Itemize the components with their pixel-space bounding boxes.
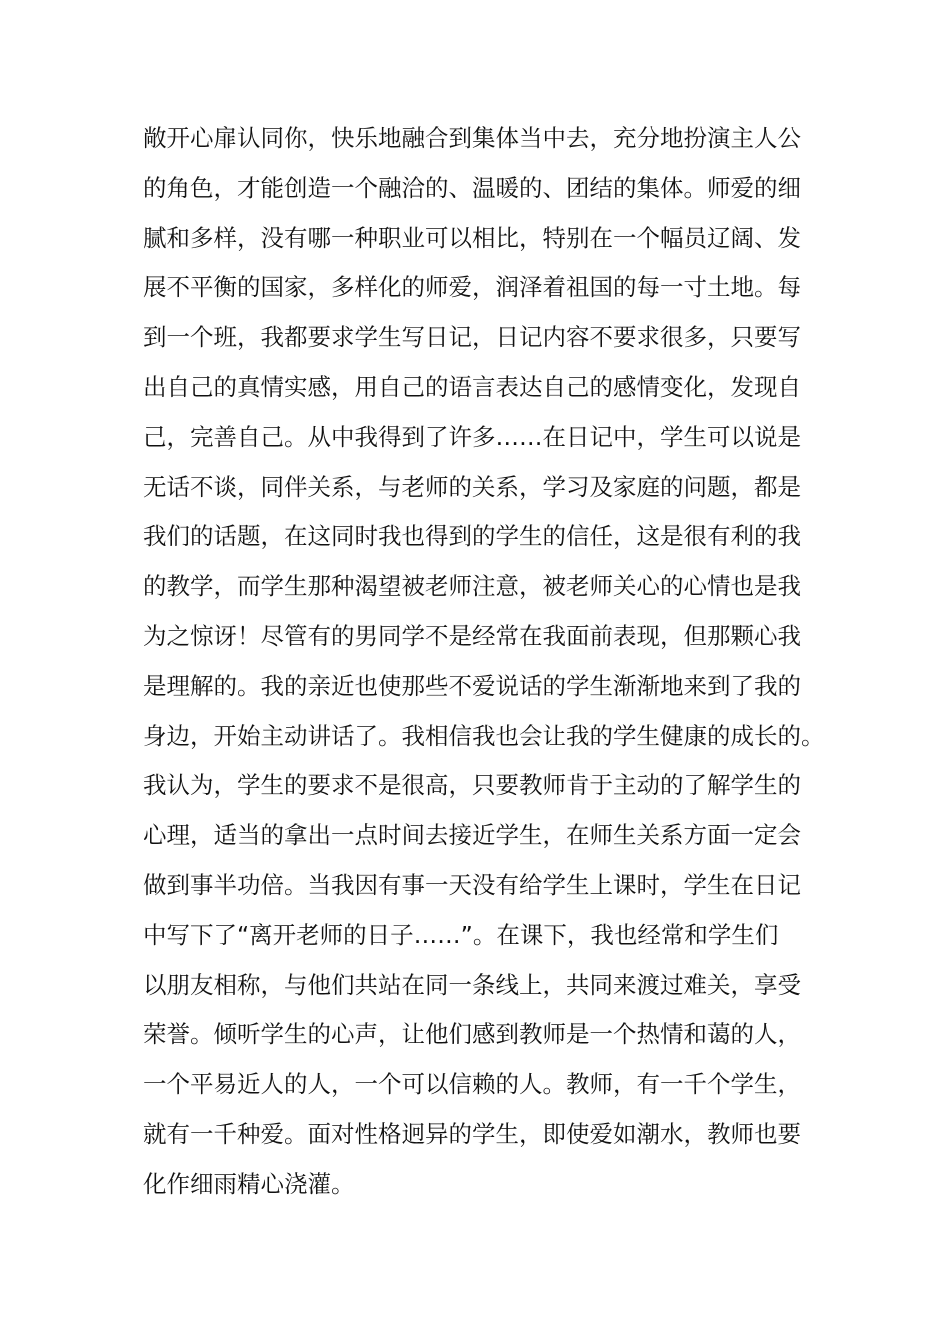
text-line-11: 为之惊讶！尽管有的男同学不是经常在我面前表现，但那颗心我 bbox=[143, 621, 801, 650]
text-line-19: 荣誉。倾听学生的心声，让他们感到教师是一个热情和蔼的人， bbox=[143, 1020, 801, 1049]
text-line-13: 身边，开始主动讲话了。我相信我也会让我的学生健康的成长的。 bbox=[143, 721, 825, 750]
text-line-21: 就有一千种爱。面对性格迥异的学生，即使爱如潮水，教师也要 bbox=[143, 1119, 801, 1148]
text-line-1: 敞开心扉认同你，快乐地融合到集体当中去，充分地扮演主人公 bbox=[143, 124, 801, 152]
text-line-12: 是理解的。我的亲近也使那些不爱说话的学生渐渐地来到了我的 bbox=[143, 671, 801, 700]
text-line-18: 以朋友相称，与他们共站在同一条线上，共同来渡过难关，享受 bbox=[143, 970, 801, 999]
text-line-3: 腻和多样，没有哪一种职业可以相比，特别在一个幅员辽阔、发 bbox=[143, 223, 801, 252]
text-line-5: 到一个班，我都要求学生写日记，日记内容不要求很多，只要写 bbox=[143, 323, 801, 352]
text-line-10: 的教学，而学生那种渴望被老师注意，被老师关心的心情也是我 bbox=[143, 572, 801, 601]
text-line-8: 无话不谈，同伴关系，与老师的关系，学习及家庭的问题，都是 bbox=[143, 472, 801, 501]
text-line-7: 己，完善自己。从中我得到了许多……在日记中，学生可以说是 bbox=[143, 422, 801, 451]
text-line-2: 的角色，才能创造一个融洽的、温暖的、团结的集体。师爱的细 bbox=[143, 173, 801, 202]
text-line-4: 展不平衡的国家，多样化的师爱，润泽着祖国的每一寸土地。每 bbox=[143, 273, 801, 302]
text-line-16: 做到事半功倍。当我因有事一天没有给学生上课时，学生在日记 bbox=[143, 870, 801, 899]
body-text bbox=[143, 114, 863, 1210]
text-line-17: 中写下了“离开老师的日子……”。在课下，我也经常和学生们 bbox=[143, 920, 779, 949]
text-line-14: 我认为，学生的要求不是很高，只要教师肯于主动的了解学生的 bbox=[143, 771, 801, 800]
text-line-9: 我们的话题，在这同时我也得到的学生的信任，这是很有利的我 bbox=[143, 522, 801, 551]
text-line-15: 心理，适当的拿出一点时间去接近学生，在师生关系方面一定会 bbox=[143, 821, 801, 850]
text-line-20: 一个平易近人的人，一个可以信赖的人。教师，有一千个学生， bbox=[143, 1070, 801, 1099]
text-line-22: 化作细雨精心浇灌。 bbox=[143, 1169, 355, 1198]
text-line-6: 出自己的真情实感，用自己的语言表达自己的感情变化，发现自 bbox=[143, 372, 801, 401]
